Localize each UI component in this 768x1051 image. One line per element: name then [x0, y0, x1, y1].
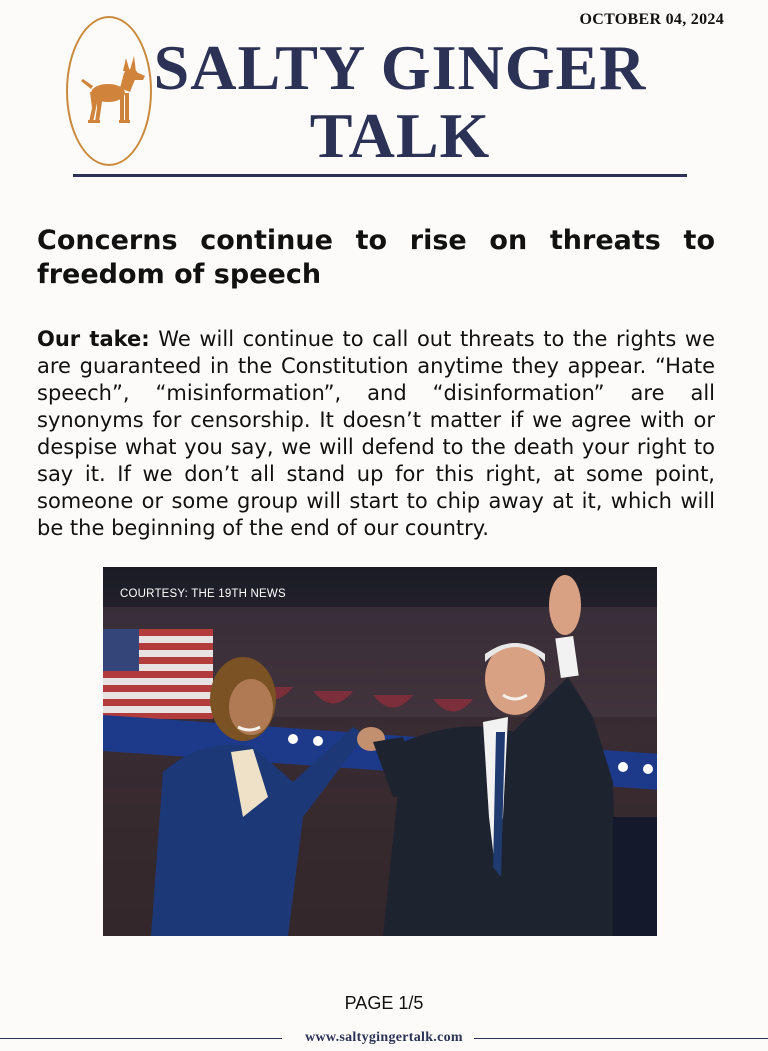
masthead-title-line1: SALTY GINGER [153, 32, 647, 103]
article-headline: Concerns continue to rise on threats to freedom of speech [37, 225, 715, 290]
logo-badge [66, 16, 152, 166]
issue-date: OCTOBER 04, 2024 [579, 11, 724, 28]
page-number: PAGE 1/5 [344, 993, 424, 1013]
masthead-title-line2: TALK [309, 100, 491, 171]
our-take-paragraph [37, 326, 715, 542]
our-take-label: Our take: [37, 327, 150, 351]
our-take-text: We will continue to call out threats to the rights we are guaranteed in the Constitution anytime they appear. “Hate speech”, “misinformation”, and “disinformation” are all synonyms for censorship. It doesn’t matter if we agree with or despise what you say, we will defend to the death your right to say it. If we don’t all stand up for this right, at some point, someone or some group will start to chip away at it, which will be the beginning of the end of our country. [37, 327, 716, 540]
dog-icon [76, 56, 146, 128]
masthead-divider [73, 174, 687, 177]
rally-photo-illustration [103, 567, 657, 936]
article-photo [103, 567, 657, 936]
website-link[interactable]: www.saltygingertalk.com [305, 1030, 463, 1045]
photo-credit: COURTESY: THE 19TH NEWS [120, 588, 286, 600]
